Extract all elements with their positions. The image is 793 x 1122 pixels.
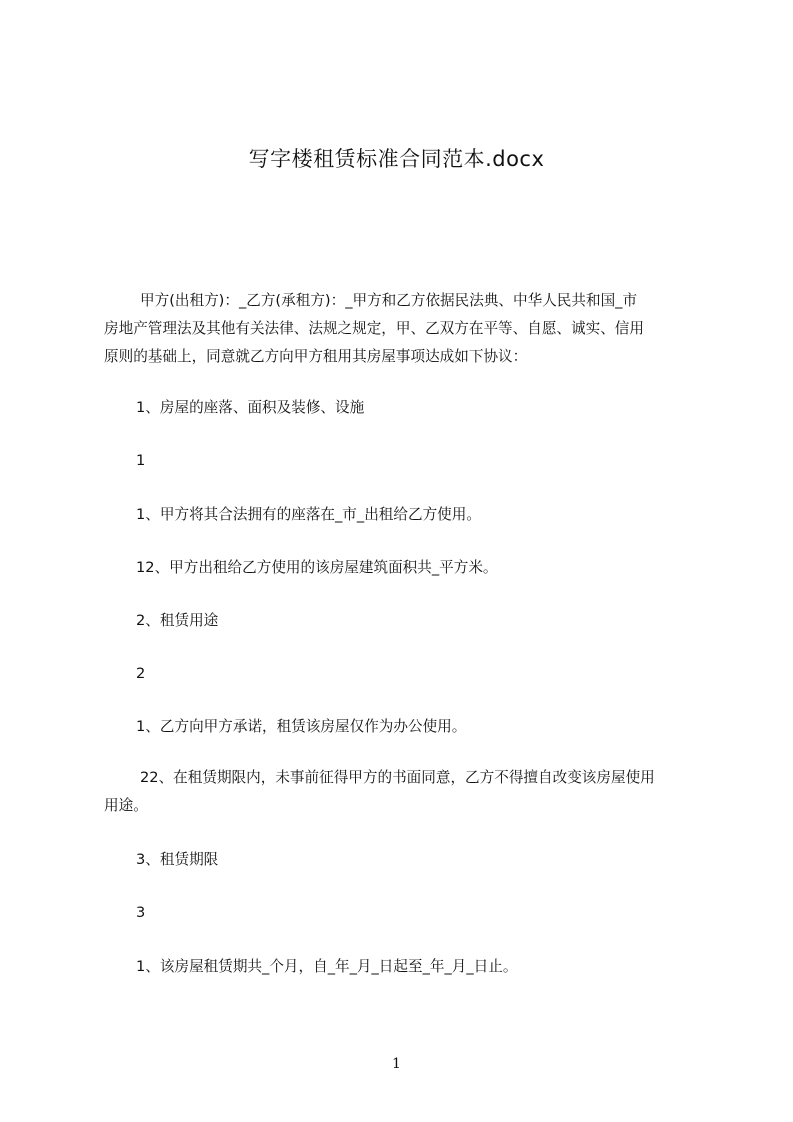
document-title: 写字楼租赁标准合同范本.docx [248,147,545,171]
section-heading-2: 2、租赁用途 [136,612,219,629]
intro-paragraph [104,287,704,371]
section-heading-1: 1、房屋的座落、面积及装修、设施 [136,399,365,416]
intro-line: 甲方(出租方)：_乙方(承租方)：_甲方和乙方依据民法典、中华人民共和国_市 [140,292,638,309]
page-number: 1 [392,1056,401,1072]
clause-2-2-line: 用途。 [104,797,148,814]
intro-line: 房地产管理法及其他有关法律、法规之规定，甲、乙双方在平等、自愿、诚实、信用 [104,320,644,337]
section-number-3: 3 [136,904,146,921]
clause-1-2: 12、甲方出租给乙方使用的该房屋建筑面积共_平方米。 [136,559,498,576]
clause-2-2-paragraph [104,764,704,820]
clause-1-1: 1、甲方将其合法拥有的座落在_市_出租给乙方使用。 [136,506,481,523]
section-number-1: 1 [136,452,146,469]
section-number-2: 2 [136,665,146,682]
clause-3-1: 1、该房屋租赁期共_个月，自_年_月_日起至_年_月_日止。 [136,958,518,975]
intro-line: 原则的基础上，同意就乙方向甲方租用其房屋事项达成如下协议： [104,348,528,365]
section-heading-3: 3、租赁期限 [136,851,219,868]
clause-2-2-line: 22、在租赁期限内，未事前征得甲方的书面同意，乙方不得擅自改变该房屋使用 [140,769,655,786]
clause-2-1: 1、乙方向甲方承诺，租赁该房屋仅作为办公使用。 [136,718,467,735]
